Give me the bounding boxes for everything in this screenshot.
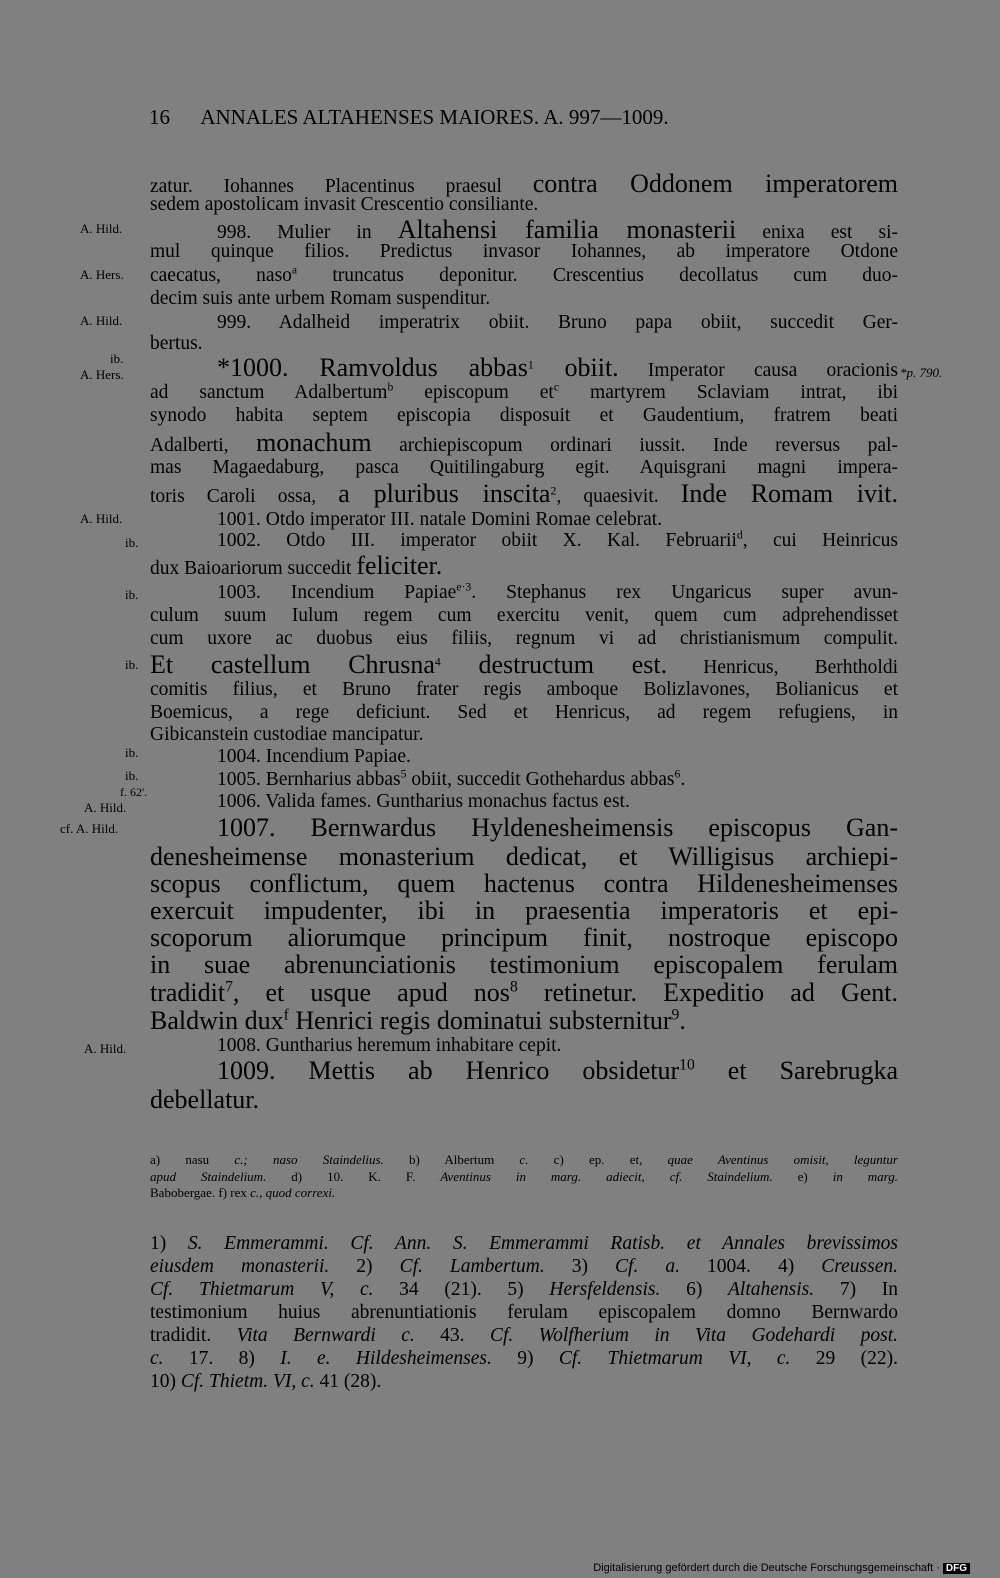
apparatus-line: a) nasu c.; naso Staindelius. b) Albertum c. c) ep. et, quae Aventinus omisit, leguntur <box>150 1152 898 1167</box>
running-header <box>149 107 809 128</box>
text-line: 1006. Valida fames. Guntharius monachus factus est. <box>217 791 630 812</box>
text-line: caecatus, naso$^a$ truncatus deponitur. Crescentius decollatus cum duo- <box>150 263 898 286</box>
text-line: in suae abrenunciationis testimonium episcopalem ferulam <box>150 950 898 979</box>
text-line: sedem apostolicam invasit Crescentio consiliante. <box>150 194 539 215</box>
margin-note: *p. 790. <box>900 365 943 380</box>
apparatus-line: apud Staindelium. d) 10. K. F. Aventinus in marg. adiecit, cf. Staindelium. e) in marg. <box>150 1169 898 1184</box>
margin-note: A. Hers. <box>80 267 124 282</box>
margin-note: ib. <box>125 768 139 783</box>
text-line: 1005. Bernharius abbas$^5$ obiit, succedit Gothehardus abbas$^6$. <box>217 767 686 790</box>
text-line: Boemicus, a rege deficiunt. Sed et Henricus, ad regem refugiens, in <box>150 702 898 723</box>
text-line: comitis filius, et Bruno frater regis amboque Bolizlavones, Bolianicus et <box>150 679 898 700</box>
margin-note: ib. <box>110 351 124 366</box>
note-line: 10) Cf. Thietm. VI, c. 41 (28). <box>150 1371 382 1392</box>
margin-note: ib. <box>125 535 139 550</box>
text-line: synodo habita septem episcopia disposuit et Gaudentium, fratrem beati <box>150 405 898 426</box>
note-line: tradidit. Vita Bernwardi c. 43. Cf. Wolfherium in Vita Godehardi post. <box>150 1325 899 1346</box>
note-line: c. 17. 8) I. e. Hildesheimenses. 9) Cf. Thietmarum VI, c. 29 (22). <box>150 1348 898 1369</box>
text-line: decim suis ante urbem Romam suspenditur. <box>150 288 491 309</box>
credit-text: Digitalisierung gefördert durch die Deutsche Forschungsgemeinschaft · <box>593 1562 940 1574</box>
running-title: ANNALES ALTAHENSES MAIORES. A. 997—1009. <box>200 105 669 129</box>
text-line: debellatur. <box>150 1085 260 1114</box>
text-line: scopus conflictum, quem hactenus contra Hildenesheimenses <box>150 869 898 898</box>
text-line: scoporum aliorumque principum finit, nostroque episcopo <box>150 923 898 952</box>
text-line: 998. Mulier in Altahensi familia monasterii enixa est si- <box>217 215 899 244</box>
note-line: 1) S. Emmerammi. Cf. Ann. S. Emmerammi Ratisb. et Annales brevissimos <box>150 1233 898 1254</box>
margin-note: A. Hild. <box>84 800 127 815</box>
text-line: ad sanctum Adalbertum$^b$ episcopum $et^c$ martyrem Sclaviam intrat, ibi <box>150 380 899 403</box>
text-line: 1003. Incendium Papiae$^{e\cdot 3}$. Stephanus rex Ungaricus super avun- <box>217 580 898 603</box>
text-line: tradidit$^7$, et usque apud nos$^8$ retinetur. Expeditio ad Gent. <box>150 978 898 1007</box>
text-line: Et castellum Chrusna$^4$ destructum est. Henricus, Berhtholdi <box>150 650 898 679</box>
margin-note: A. Hers. <box>80 367 124 382</box>
text-line: Adalberti, monachum archiepiscopum ordinari iussit. Inde reversus pal- <box>150 428 898 457</box>
margin-note: A. Hild. <box>84 1041 127 1056</box>
text-line: *1000. Ramvoldus abbas$^1$ obiit. Imperator causa oracionis <box>217 353 898 382</box>
text-line: 1002. Otdo III. imperator obiit X. Kal. Februarii$^d$, cui Heinricus <box>217 528 898 551</box>
margin-note: ib. <box>125 745 139 760</box>
text-line: 999. Adalheid imperatrix obiit. Bruno papa obiit, succedit Ger- <box>217 312 898 333</box>
margin-note: A. Hild. <box>80 511 123 526</box>
margin-note: ib. <box>125 657 139 672</box>
margin-note: f. 62'. <box>120 785 148 799</box>
text-line: Baldwin dux$^f$ Henrici regis dominatui substernitur$^9$. <box>150 1006 686 1035</box>
margin-note: A. Hild. <box>80 221 123 236</box>
text-line: toris Caroli ossa, a pluribus inscita$^2$, quaesivit. Inde Romam ivit. <box>150 479 898 508</box>
text-line: dux Baioariorum succedit feliciter. <box>150 551 443 580</box>
margin-note: cf. A. Hild. <box>60 821 119 836</box>
apparatus-line: Babobergae. f) rex c., quod correxi. <box>150 1185 336 1200</box>
text-line: 1004. Incendium Papiae. <box>217 746 411 767</box>
page-number: 16 <box>149 105 170 129</box>
text-line: Gibicanstein custodiae mancipatur. <box>150 724 424 745</box>
text-line: 1001. Otdo imperator III. natale Domini Romae celebrat. <box>217 509 663 530</box>
text-line: exercuit impudenter, ibi in praesentia imperatoris et epi- <box>150 896 898 925</box>
text-line: 1008. Guntharius heremum inhabitare cepit. <box>217 1035 562 1056</box>
text-line: mul quinque filios. Predictus invasor Iohannes, ab imperatore Otdone <box>150 241 898 262</box>
dfg-logo: DFG <box>943 1563 970 1574</box>
digitization-credit <box>593 1562 970 1574</box>
note-line: eiusdem monasterii. 2) Cf. Lambertum. 3) Cf. a. 1004. 4) Creussen. <box>150 1256 898 1277</box>
note-line: testimonium huius abrenuntiationis ferulam episcopalem domno Bernwardo <box>150 1302 898 1323</box>
text-line: bertus. <box>150 333 203 354</box>
text-line: mas Magaedaburg, pasca Quitilingaburg egit. Aquisgrani magni impera- <box>150 457 898 478</box>
note-line: Cf. Thietmarum V, c. 34 (21). 5) Hersfeldensis. 6) Altahensis. 7) In <box>150 1279 898 1300</box>
margin-note: A. Hild. <box>80 313 123 328</box>
text-line: 1007. Bernwardus Hyldenesheimensis episcopus Gan- <box>217 813 898 842</box>
text-line: zatur. Iohannes Placentinus praesul contra Oddonem imperatorem <box>150 169 898 198</box>
text-line: denesheimense monasterium dedicat, et Willigisus archiepi- <box>150 842 898 871</box>
text-line: cum uxore ac duobus eius filiis, regnum vi ad christianismum compulit. <box>150 628 898 649</box>
text-line: 1009. Mettis ab Henrico obsidetur$^{10}$ et Sarebrugka <box>217 1056 898 1085</box>
margin-note: ib. <box>125 587 139 602</box>
text-line: culum suum Iulum regem cum exercitu venit, quem cum adprehendisset <box>150 605 898 626</box>
